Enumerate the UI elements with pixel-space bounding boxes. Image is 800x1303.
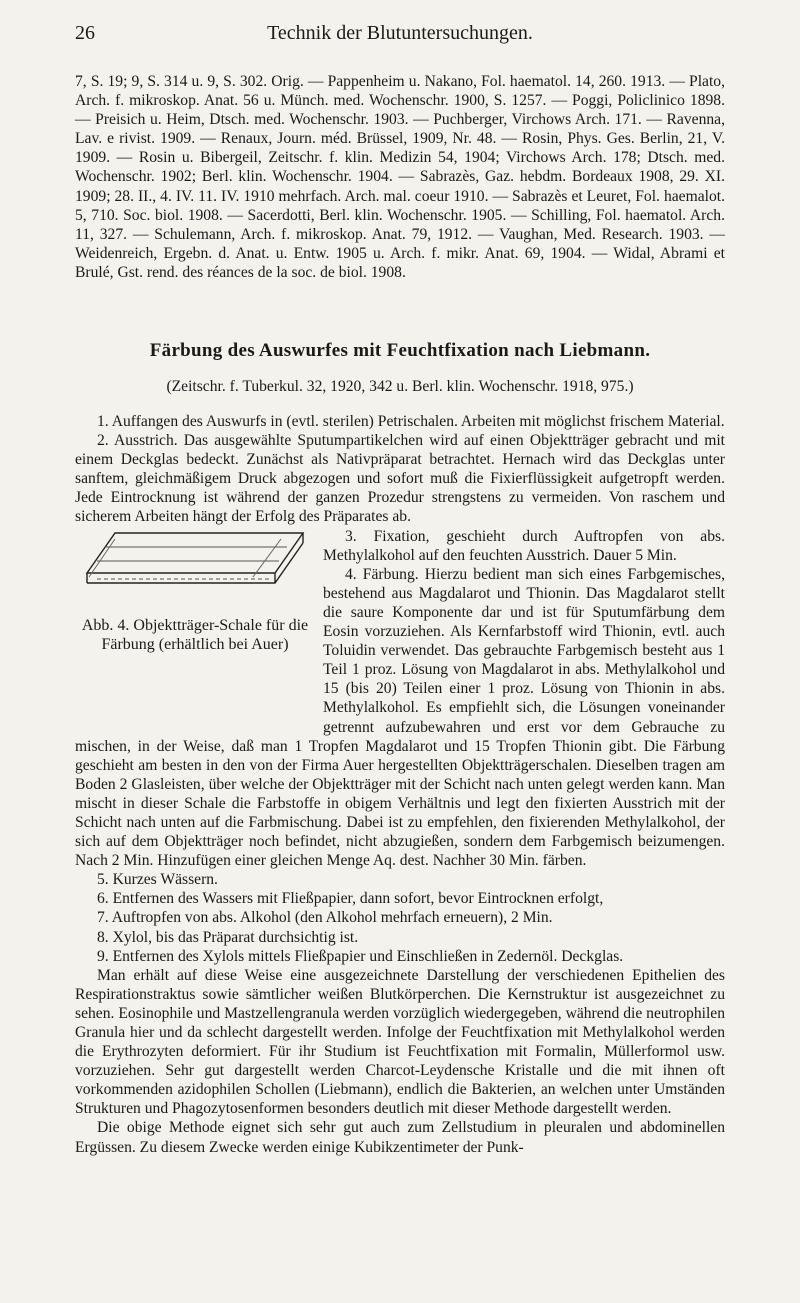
section-title: Färbung des Auswurfes mit Feuchtfixation nach Liebmann. [149, 340, 651, 361]
step-7: 7. Auftropfen von abs. Alkohol (den Alkohol mehrfach erneuern), 2 Min. [97, 909, 553, 927]
step-3: 3. Fixation, geschieht durch Auftropfen von abs. Methylalkohol auf den feuchten Ausstrich. Dauer 5 Min. [323, 527, 725, 564]
step-6: 6. Entfernen des Wassers mit Fließpapier, dann sofort, bevor Eintrocknen erfolgt, [97, 890, 604, 908]
step-1: 1. Auffangen des Auswurfs in (evtl. sterilen) Petrischalen. Arbeiten mit möglichst frischem Material. [97, 413, 725, 430]
references-paragraph: 7, S. 19; 9, S. 314 u. 9, S. 302. Orig. — Pappenheim u. Nakano, Fol. haematol. 14, 260. 1913. — Plato, Arch. f. mikroskop. Anat. 56 u. Münch. med. Wochenschr. 1900, S. 1257. — Poggi, Policlinico 1898. — Preisich u. Heim, Dtsch. med. Wochenschr. 1903. — Puchberger, Virchows Arch. 171. — Ravenna, Lav. e rivist. 1909. — Renaux, Journ. méd. Brüssel, 1909, Nr. 48. — Rosin, Phys. Ges. Berlin, 21, V. 1909. — Rosin u. Bibergeil, Zeitschr. f. klin. Medizin 54, 1904; Virchows Arch. 178; Dtsch. med. Wochenschr. 1902; Berl. klin. Wochenschr. 1904. — Sabrazès, Gaz. hebdm. Bordeaux 1908, 29. XI. 1909; 28. II., 4. IV. 11. IV. 1910 mehrfach. Arch. mal. coeur 1910. — Sabrazès et Leuret, Fol. haemalot. 5, 710. Soc. biol. 1908. — Sacerdotti, Berl. klin. Wochenschr. 1905. — Schilling, Fol. haematol. Arch. 11, 327. — Schulemann, Arch. f. mikroskop. Anat. 79, 1912. — Vaughan, Med. Research. 1903. — Weidenreich, Ergebn. d. Anat. u. Entw. 1905 u. Arch. f. mikr. Anat. 69, 1904. — Widal, Abrami et Brulé, Gst. rend. des réances de la soc. de biol. 1908. [75, 73, 725, 281]
page-header [75, 22, 725, 48]
step-5: 5. Kurzes Wässern. [97, 871, 218, 889]
figure [75, 527, 315, 725]
page-number: 26 [75, 22, 95, 44]
body-text [75, 412, 725, 1157]
slide-dish-illustration [75, 527, 311, 607]
step-2: 2. Ausstrich. Das ausgewählte Sputumpartikelchen wird auf einen Objektträger gebracht und mit einem Deckglas bedeckt. Zunächst als Nativpräparat betrachtet. Hernach wird das Deckglas unter sanftem, gleichmäßigem Druck abgezogen und sofort muß die Fixierflüssigkeit aufgetropft werden. Jede Eintrocknung ist während der ganzen Prozedur strengstens zu vermeiden. Von raschem und sicherem Arbeiten hängt der Erfolg des Präparates ab. [75, 432, 725, 526]
paragraph-results: Man erhält auf diese Weise eine ausgezeichnete Darstellung der verschiedenen Epithelien des Respirationstraktus sowie sämtlicher weißen Blutkörperchen. Die Kernstruktur ist ausgezeichnet zu sehen. Eosinophile und Mastzellengranula werden vorzüglich wiedergegeben, während die neutrophilen Granula hier und da schlecht dargestellt werden. Infolge der Feuchtfixation mit Methylalkohol werden die Erythrozyten deformiert. Für ihr Studium ist Feuchtfixation mit Formalin, Müllerformol usw. vorzuziehen. Sehr gut dargestellt werden Charcot-Leydensche Kristalle und die mit ihnen oft vorkommenden azidophilen Schollen (Liebmann), endlich die Bakterien, an welchen unter Umständen Strukturen und Phagozytosenformen besonders deutlich mit dieser Methode dargestellt werden. [75, 966, 725, 1118]
figure-caption: Abb. 4. Objektträger-Schale für die Färbung (erhältlich bei Auer) [81, 616, 309, 653]
step-8: 8. Xylol, bis das Präparat durchsichtig ist. [97, 928, 359, 946]
paragraph-effusions: Die obige Methode eignet sich sehr gut auch zum Zellstudium in pleuralen und abdominellen Ergüssen. Zu diesem Zwecke werden einige Kubikzentimeter der Punk- [75, 1119, 725, 1156]
step-4: 4. Färbung. Hierzu bedient man sich eines Farbgemisches, bestehend aus Magdalarot und Thionin. Das Magdalarot stellt die saure Komponente dar und ist für Sputumfärbung dem Eosin vorzuziehen. Als Kernfarbstoff wird Thionin, evtl. auch Toluidin verwendet. Das gebrauchte Farbgemisch besteht aus 1 Teil 1 proz. Lösung von Magdalarot in abs. Methylalkohol und 15 (bis 20) Teilen einer 1 proz. Lösung von Thionin in abs. Methylalkohol. Es empfiehlt sich, die Lösungen voneinander getrennt aufzubewahren und erst vor dem Gebrauche zu mischen, in der Weise, daß man 1 Tropfen Magdalarot und 15 Tropfen Thionin gibt. Die Färbung geschieht am besten in den von der Firma Auer hergestellten Objektträgerschalen. Dieselben tragen am Boden 2 Glasleisten, über welche der Objektträger mit der Schicht nach unten gelegt werden kann. Man mischt in dieser Schale die Farbstoffe in obigem Verhältnis und legt den fixierten Ausstrich mit der Schicht nach unten auf die Farbmischung. Dabei ist zu empfehlen, den fixierenden Methylalkohol, der sich auf dem Objektträger noch befindet, nicht abzugießen, sondern dem Farbgemisch beizumengen. Nach 2 Min. Hinzufügen einer gleichen Menge Aq. dest. Nachher 30 Min. färben. [75, 565, 725, 870]
section-source: (Zeitschr. f. Tuberkul. 32, 1920, 342 u. Berl. klin. Wochenschr. 1918, 975.) [166, 378, 634, 395]
running-title: Technik der Blutuntersuchungen. [267, 22, 533, 44]
step-9: 9. Entfernen des Xylols mittels Fließpapier und Einschließen in Zedernöl. Deckglas. [97, 947, 624, 965]
